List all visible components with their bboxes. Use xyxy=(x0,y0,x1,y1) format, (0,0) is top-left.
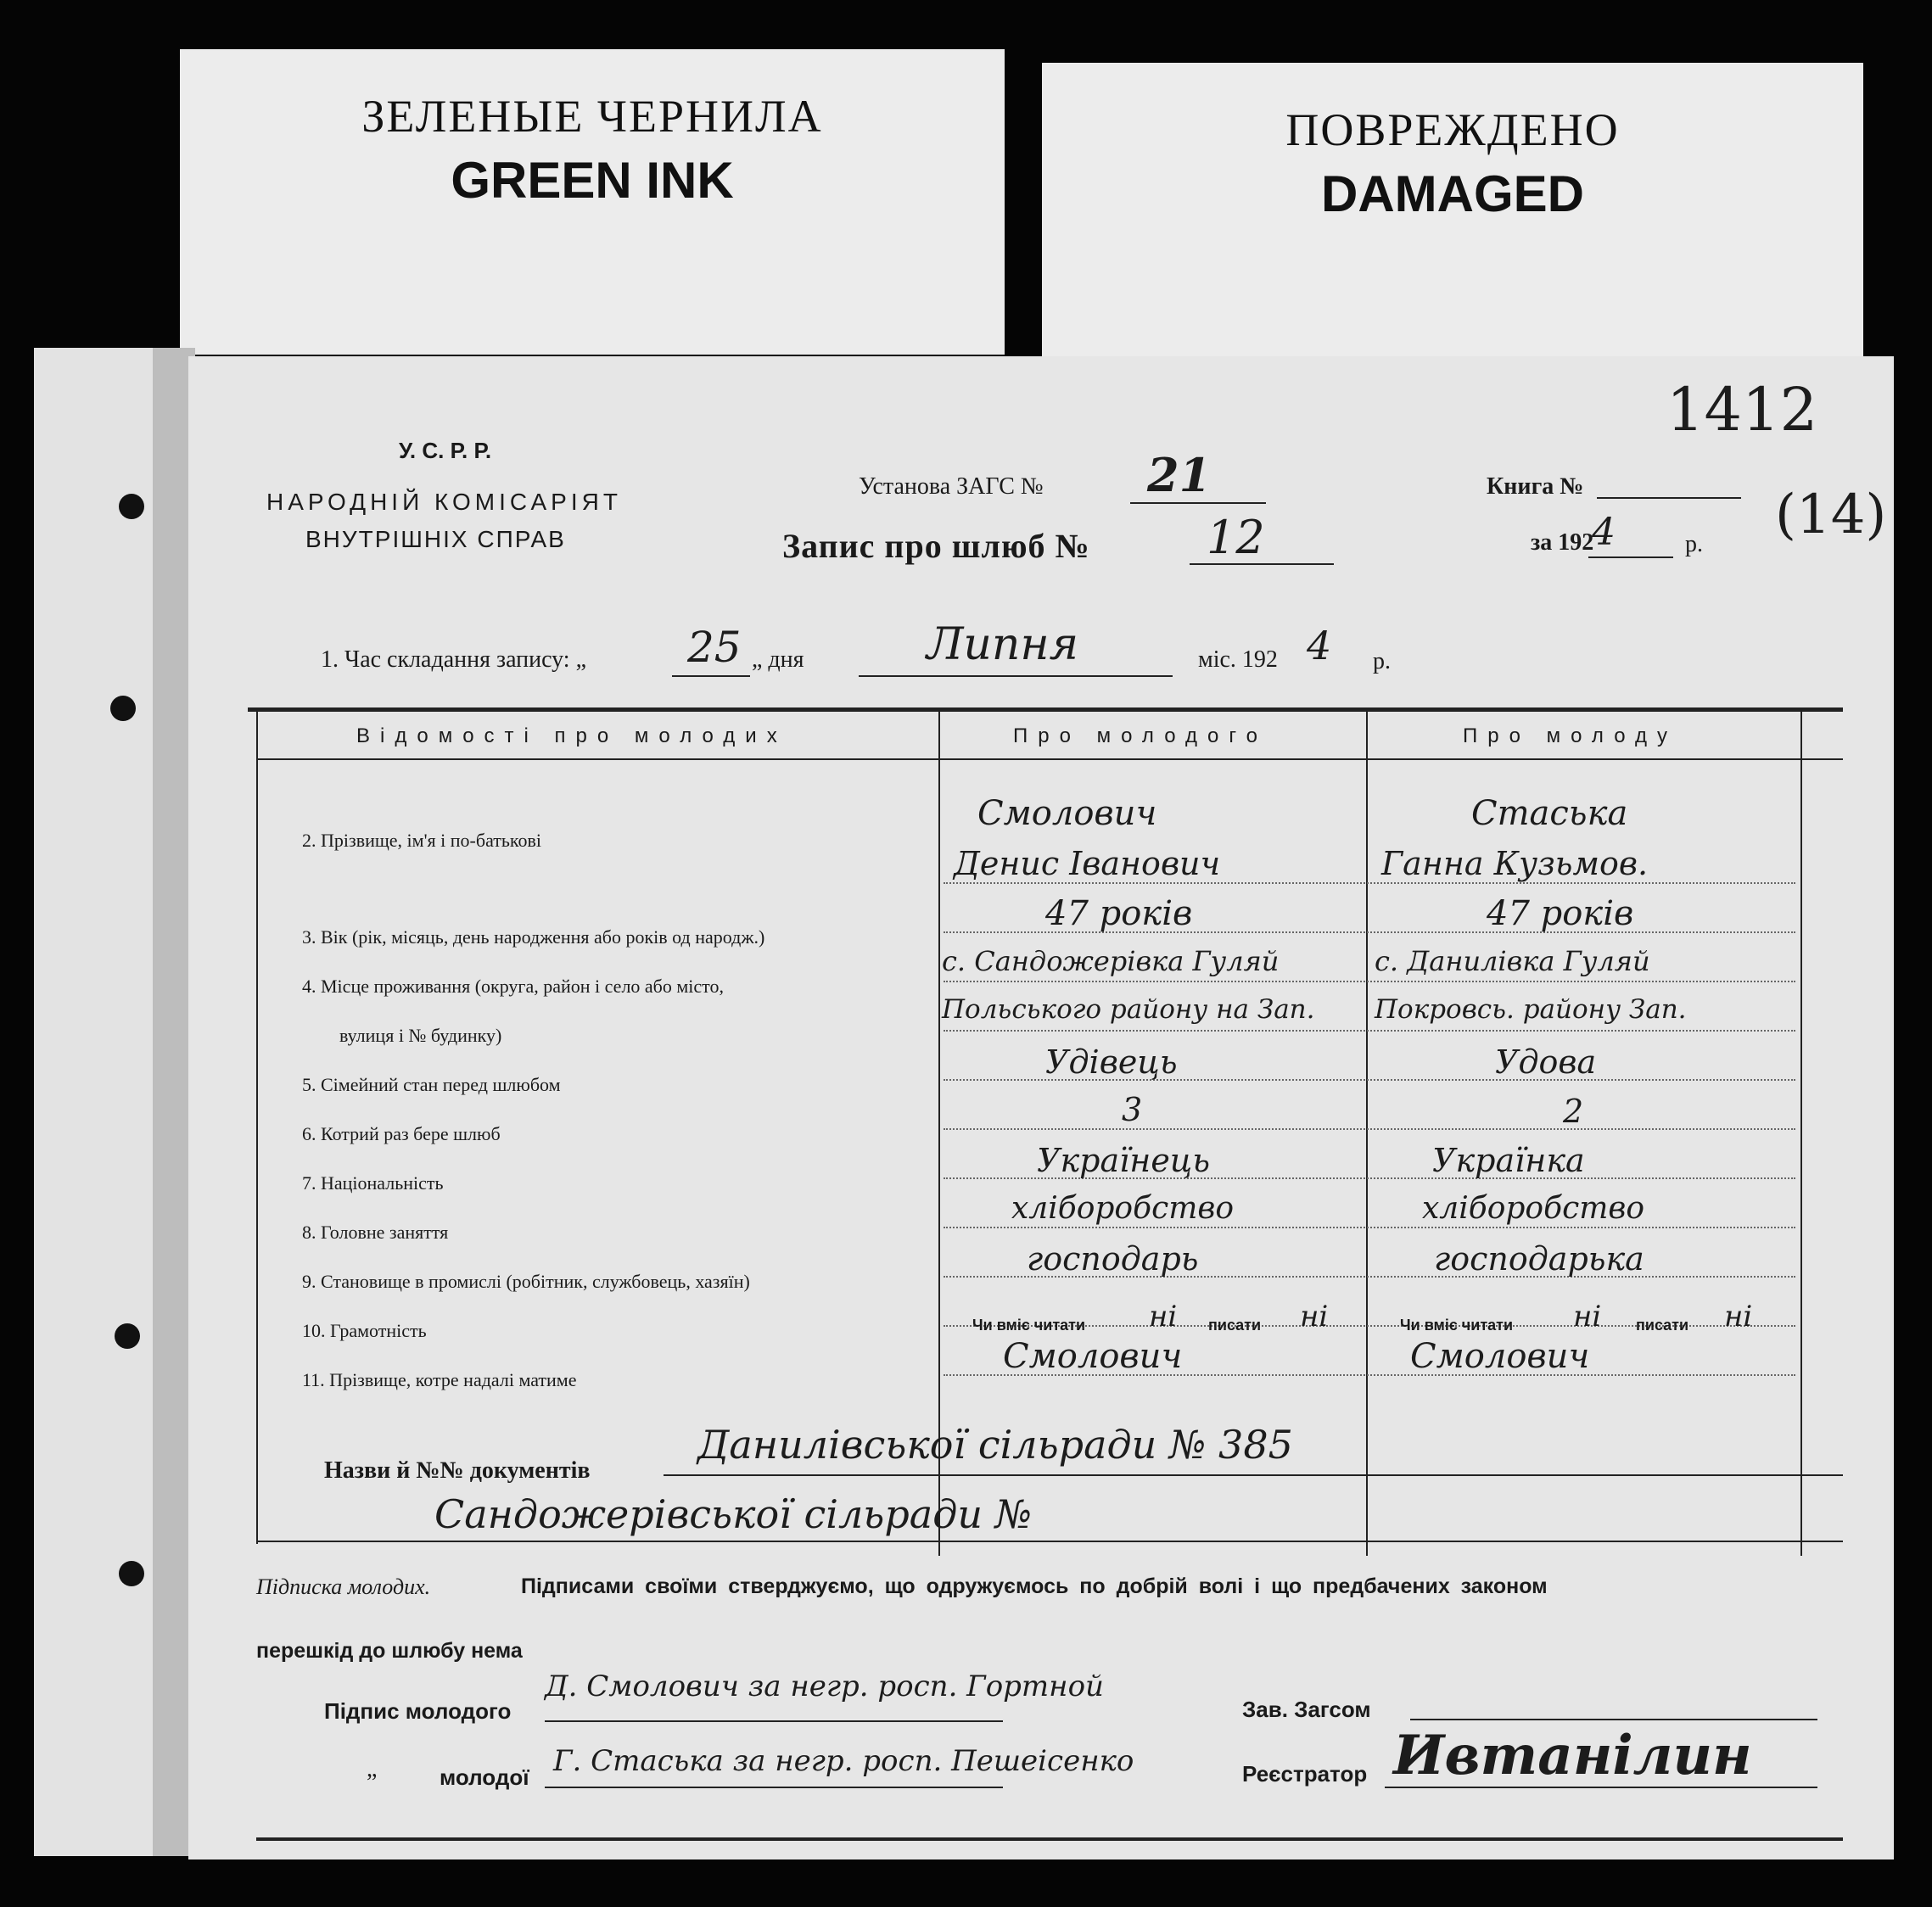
punch-hole-icon xyxy=(110,696,136,721)
green-ink-label-card xyxy=(180,49,1005,355)
year-suffix: р. xyxy=(1685,531,1703,557)
row-label-nationality: 7. Національність xyxy=(302,1172,444,1194)
groom-future-surname: Смолович xyxy=(1003,1337,1183,1376)
column-header-bride: Про молоду xyxy=(1463,724,1678,747)
zags-number: 21 xyxy=(1147,448,1212,502)
bride-residence-district: Покровсь. району Зап. xyxy=(1375,994,1687,1025)
year-label: за 192 xyxy=(1531,529,1594,556)
bride-age: 47 років xyxy=(1487,894,1634,933)
statement-text-line1: Підписами своїми стверджуємо, що одружуємось по добрій волі і що предбачених законом xyxy=(521,1574,1548,1598)
statement-text-line2: перешкід до шлюбу нема xyxy=(256,1639,523,1663)
row-label-occupation: 8. Головне заняття xyxy=(302,1222,449,1243)
bride-surname: Стаська xyxy=(1471,794,1628,833)
groom-residence-district: Польського району на Зап. xyxy=(942,994,1315,1025)
compiled-month: Липня xyxy=(927,619,1079,670)
damaged-en: DAMAGED xyxy=(1321,165,1584,222)
ditto-mark: „ xyxy=(367,1756,378,1782)
column-header-details: Відомості про молодих xyxy=(356,724,787,747)
marriage-record-page xyxy=(188,356,1894,1859)
record-number: 12 xyxy=(1207,511,1265,564)
compiled-month-label: міс. 192 xyxy=(1198,646,1278,673)
commissariat-line2: ВНУТРІШНІХ СПРАВ xyxy=(305,526,566,552)
row-label-marital-status: 5. Сімейний стан перед шлюбом xyxy=(302,1074,561,1095)
groom-marital-status: Удівець xyxy=(1045,1043,1178,1081)
bride-signature: Г. Стаська за негр. росп. Пешеісенко xyxy=(553,1744,1134,1778)
registrar-signature: Ивтанілин xyxy=(1393,1724,1752,1787)
bride-marital-status: Удова xyxy=(1495,1043,1597,1081)
compiled-day: 25 xyxy=(687,623,742,672)
row-label-residence-street: вулиця і № будинку) xyxy=(339,1025,502,1046)
zags-label: Установа ЗАГС № xyxy=(859,473,1044,500)
documents-label: Назви й №№ документів xyxy=(324,1457,591,1484)
registrar-label: Реєстратор xyxy=(1242,1761,1368,1787)
compiled-day-suffix: „ дня xyxy=(752,646,804,673)
groom-marriage-count: 3 xyxy=(1122,1091,1143,1128)
bride-nationality: Українка xyxy=(1432,1142,1585,1179)
groom-nationality: Українець xyxy=(1037,1142,1211,1179)
row-label-literacy: 10. Грамотність xyxy=(302,1320,427,1341)
republic-heading: У. С. Р. Р. xyxy=(399,438,492,463)
compiled-suffix: р. xyxy=(1373,648,1391,674)
compiled-year-digit: 4 xyxy=(1307,623,1332,668)
compiled-label: 1. Час складання запису: „ xyxy=(321,646,586,673)
groom-write-value: ні xyxy=(1300,1300,1329,1334)
green-ink-en: GREEN INK xyxy=(451,152,734,209)
binding-strip xyxy=(34,348,195,1856)
corner-archive-number: 1412 xyxy=(1666,375,1818,445)
groom-read-label: Чи вміє читати xyxy=(972,1317,1086,1334)
groom-surname: Смолович xyxy=(977,794,1157,833)
groom-given-name: Денис Іванович xyxy=(954,845,1221,882)
groom-write-label: писати xyxy=(1208,1317,1262,1334)
punch-hole-icon xyxy=(115,1323,140,1349)
bride-write-label: писати xyxy=(1636,1317,1689,1334)
groom-occupation: хліборобство xyxy=(1011,1191,1235,1226)
row-label-age: 3. Вік (рік, місяць, день народження або років од народж.) xyxy=(302,926,765,948)
commissariat-line1: НАРОДНІЙ КОМІСАРІЯТ xyxy=(266,489,622,515)
bride-occupation: хліборобство xyxy=(1422,1191,1645,1226)
bride-read-label: Чи вміє читати xyxy=(1400,1317,1514,1334)
damaged-label-card xyxy=(1042,63,1863,360)
groom-signature-label: Підпис молодого xyxy=(324,1698,512,1724)
groom-age: 47 років xyxy=(1045,894,1193,933)
bride-future-surname: Смолович xyxy=(1410,1337,1590,1376)
groom-signature: Д. Смолович за негр. росп. Гортной xyxy=(545,1669,1104,1703)
punch-hole-icon xyxy=(119,494,144,519)
bride-industry-status: господарька xyxy=(1434,1240,1644,1278)
documents-line1: Данилівської сільради № 385 xyxy=(697,1422,1293,1468)
damaged-ru: ПОВРЕЖДЕНО xyxy=(1285,104,1620,155)
green-ink-ru: ЗЕЛЕНЫЕ ЧЕРНИЛА xyxy=(361,91,823,142)
bride-residence: с. Данилівка Гуляй xyxy=(1375,945,1650,977)
punch-hole-icon xyxy=(119,1561,144,1586)
bride-given-name: Ганна Кузьмов. xyxy=(1381,845,1649,882)
row-label-marriage-count: 6. Котрий раз бере шлюб xyxy=(302,1123,501,1144)
book-label: Книга № xyxy=(1487,473,1584,500)
row-label-industry-status: 9. Становище в промислі (робітник, службовець, хазяїн) xyxy=(302,1271,750,1292)
record-title: Запис про шлюб № xyxy=(782,527,1090,565)
bride-read-value: ні xyxy=(1573,1300,1602,1334)
bride-marriage-count: 2 xyxy=(1563,1093,1584,1130)
row-label-name: 2. Прізвище, ім'я і по-батькові xyxy=(302,830,541,851)
corner-archive-mark: (14) xyxy=(1775,484,1887,546)
groom-residence: с. Сандожерівка Гуляй xyxy=(942,945,1280,977)
column-header-groom: Про молодого xyxy=(1013,724,1268,747)
row-label-residence: 4. Місце проживання (округа, район і село або місто, xyxy=(302,976,724,997)
groom-industry-status: господарь xyxy=(1027,1240,1199,1278)
documents-line2: Сандожерівської сільради № xyxy=(434,1491,1033,1537)
bride-signature-label: молодої xyxy=(440,1764,529,1790)
bride-write-value: ні xyxy=(1724,1300,1753,1334)
year-digit: 4 xyxy=(1592,511,1616,554)
statement-title: Підписка молодих. xyxy=(256,1574,431,1599)
head-of-zags-label: Зав. Загсом xyxy=(1242,1697,1371,1722)
row-label-future-surname: 11. Прізвище, котре надалі матиме xyxy=(302,1369,577,1390)
groom-read-value: ні xyxy=(1149,1300,1178,1334)
